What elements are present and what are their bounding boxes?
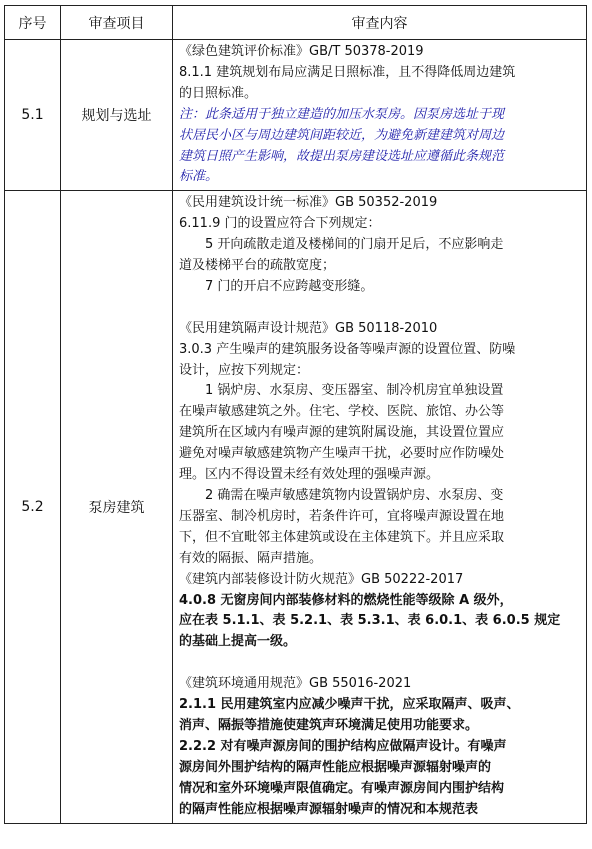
header-seq: 序号 — [5, 6, 61, 40]
bold-line: 4.0.8 无窗房间内部装修材料的燃烧性能等级除 A 级外， — [179, 592, 513, 608]
content-line: 设计，应按下列规定： — [179, 362, 310, 378]
content-line: 《民用建筑隔声设计规范》GB 50118-2010 — [179, 320, 438, 336]
row-content — [173, 40, 587, 191]
content-line: 6.11.9 门的设置应符合下列规定： — [179, 216, 381, 232]
content-line: 《建筑环境通用规范》GB 55016-2021 — [179, 676, 412, 692]
note-line: 状居民小区与周边建筑间距较近，为避免新建建筑对周边 — [179, 127, 505, 143]
content-line: 2 确需在噪声敏感建筑物内设置锅炉房、水泵房、变 — [205, 488, 504, 504]
blank-line — [179, 298, 582, 319]
content-line: 有效的隔振、隔声措施。 — [179, 550, 323, 566]
bold-line: 2.2.2 对有噪声源房间的围护结构应做隔声设计。有噪声 — [179, 738, 507, 754]
review-table — [4, 5, 587, 824]
content-line: 《绿色建筑评价标准》GB/T 50378-2019 — [179, 44, 424, 59]
header-content: 审查内容 — [173, 6, 587, 40]
content-line: 《建筑内部装修设计防火规范》GB 50222-2017 — [179, 571, 464, 587]
row-item: 泵房建筑 — [61, 191, 173, 823]
content-line: 7 门的开启不应跨越变形缝。 — [205, 278, 374, 294]
content-line: 在噪声敏感建筑之外。住宅、学校、医院、旅馆、办公等 — [179, 404, 505, 420]
header-row — [5, 6, 587, 40]
content-line: 道及楼梯平台的疏散宽度； — [179, 258, 336, 274]
note-line: 注：此条适用于独立建造的加压水泵房。因泵房选址于现 — [179, 106, 505, 122]
row-content — [173, 191, 587, 823]
content-line: 《民用建筑设计统一标准》GB 50352-2019 — [179, 195, 438, 211]
content-line: 的日照标准。 — [179, 85, 258, 101]
content-line: 避免对噪声敏感建筑物产生噪声干扰，必要时应作防噪处 — [179, 446, 505, 462]
content-line: 1 锅炉房、水泵房、变压器室、制冷机房宜单独设置 — [205, 383, 504, 399]
bold-line: 源房间外围护结构的隔声性能应根据噪声源辐射噪声的 — [179, 759, 492, 775]
bold-line: 的基础上提高一级。 — [179, 634, 297, 650]
bold-line: 情况和室外环境噪声限值确定。有噪声源房间内围护结构 — [179, 780, 505, 796]
row-item: 规划与选址 — [61, 40, 173, 191]
content-line: 下，但不宜毗邻主体建筑或设在主体建筑下。并且应采取 — [179, 529, 505, 545]
table-row-5-2 — [5, 191, 587, 823]
bold-line: 消声、隔振等措施使建筑声环境满足使用功能要求。 — [179, 717, 479, 733]
content-line: 理。区内不得设置未经有效处理的强噪声源。 — [179, 467, 440, 483]
bold-line: 的隔声性能应根据噪声源辐射噪声的情况和本规范表 — [179, 801, 479, 817]
content-line: 压器室、制冷机房时，若条件许可，宜将噪声源设置在地 — [179, 508, 505, 524]
content-line: 8.1.1 建筑规划布局应满足日照标准，且不得降低周边建筑 — [179, 64, 516, 80]
header-item: 审查项目 — [61, 6, 173, 40]
table-row-5-1 — [5, 40, 587, 191]
content-line: 建筑所在区域内有噪声源的建筑附属设施，其设置位置应 — [179, 425, 505, 441]
content-line: 5 开向疏散走道及楼梯间的门扇开足后，不应影响走 — [205, 237, 504, 253]
bold-line: 应在表 5.1.1、表 5.2.1、表 5.3.1、表 6.0.1、表 6.0.5 规定 — [179, 613, 561, 629]
blank-line — [179, 653, 582, 674]
note-line: 标准。 — [179, 169, 219, 185]
content-line: 3.0.3 产生噪声的建筑服务设备等噪声源的设置位置、防噪 — [179, 341, 516, 357]
row-number: 5.1 — [5, 40, 61, 191]
row-number: 5.2 — [5, 191, 61, 823]
note-line: 建筑日照产生影响，故提出泵房建设选址应遵循此条规范 — [179, 148, 505, 164]
bold-line: 2.1.1 民用建筑室内应减少噪声干扰，应采取隔声、吸声、 — [179, 697, 520, 713]
